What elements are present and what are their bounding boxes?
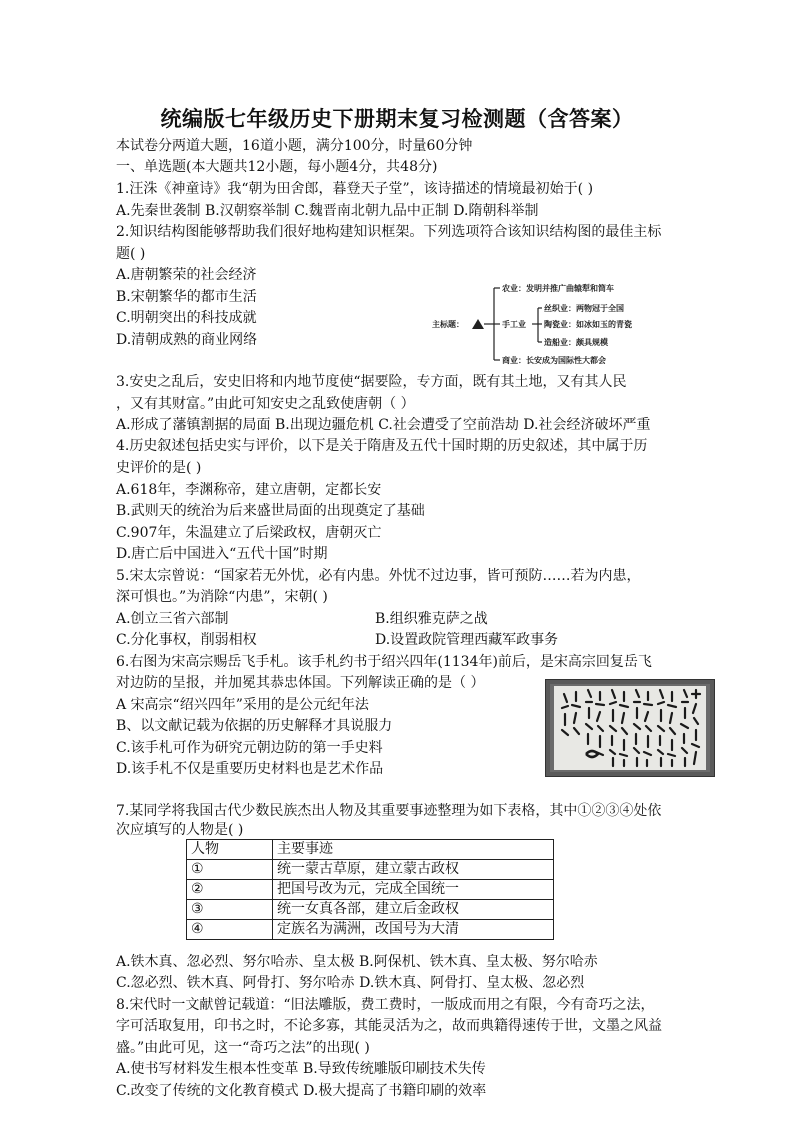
q8-options-ab: A.使书写材料发生根本性变革 B.导致传统雕版印刷技术失传 xyxy=(116,1061,486,1077)
q8-options-cd: C.改变了传统的文化教育模式 D.极大提高了书籍印刷的效率 xyxy=(116,1083,487,1099)
q5-option-c: C.分化事权，削弱相权 xyxy=(116,632,257,648)
q7-table xyxy=(186,839,554,940)
q3-stem-2: ，又有其财富。”由此可知安史之乱致使唐朝（ ） xyxy=(116,396,415,412)
q1-options: A.先秦世袭制 B.汉朝察举制 C.魏晋南北朝九品中正制 D.隋朝科举制 xyxy=(116,203,539,219)
q6-option-d: D.该手札不仅是重要历史材料也是艺术作品 xyxy=(116,761,384,777)
diagram-main-label: 主标题： xyxy=(432,320,464,329)
table-header-person: 人物 xyxy=(187,840,273,860)
diagram-silk: 丝织业：两物冠于全国 xyxy=(544,304,624,313)
q3-stem-1: 3.安史之乱后，安史旧将和内地节度使“据要险，专方面，既有其土地，又有其人民 xyxy=(116,374,627,390)
q3-options: A.形成了藩镇割据的局面 B.出现边疆危机 C.社会遭受了空前浩劫 D.社会经济破坏严重 xyxy=(116,417,651,433)
q5-option-a: A.创立三省六部制 xyxy=(116,611,229,627)
q5-stem-1: 5.宋太宗曾说：“国家若无外忧，必有内患。外忧不过边事，皆可预防……若为内患， xyxy=(116,568,641,584)
q8-stem-1: 8.宋代时一文献曾记载道：“旧法雕版，费工费时，一版成而用之有限，今有奇巧之法， xyxy=(116,997,655,1013)
q5-stem-2: 深可惧也。”为消除“内患”，宋朝( ) xyxy=(116,589,328,605)
table-row xyxy=(187,900,554,920)
table-cell-marker: ④ xyxy=(187,920,273,940)
diagram-handicraft: 手工业 xyxy=(502,320,526,329)
table-cell-deed: 把国号改为元，完成全国统一 xyxy=(273,880,554,900)
q7-stem-1: 7.某同学将我国古代少数民族杰出人物及其重要事迹整理为如下表格，其中①②③④处依 xyxy=(116,803,662,819)
q4-option-d: D.唐亡后中国进入“五代十国”时期 xyxy=(116,546,328,562)
q8-stem-3: 盛。”由此可见，这一“奇巧之法”的出现( ) xyxy=(116,1040,370,1056)
q4-stem-2: 史评价的是( ) xyxy=(116,460,202,476)
triangle-icon xyxy=(472,319,484,329)
q6-option-c: C.该手札可作为研究元朝边防的第一手史料 xyxy=(116,740,383,756)
q6-stem-1: 6.右图为宋高宗赐岳飞手札。该手札约书于绍兴四年(1134年)前后，是宋高宗回复岳飞 xyxy=(116,654,652,670)
diagram-agriculture: 农业：发明并推广曲辕犁和筒车 xyxy=(502,284,614,293)
q6-stem-2: 对边防的呈报，并加冕其恭忠体国。下列解读正确的是（ ） xyxy=(116,675,485,691)
q2-option-b: B.宋朝繁华的都市生活 xyxy=(116,289,257,305)
q7-stem-2: 次应填写的人物是( ) xyxy=(116,822,244,838)
diagram-commerce: 商业：长安成为国际性大都会 xyxy=(502,356,606,365)
table-row xyxy=(187,860,554,880)
q6-option-b: B、以文献记载为依据的历史解释才具说服力 xyxy=(116,718,393,734)
section-heading: 一、单选题(本大题共12小题，每小题4分，共48分) xyxy=(116,159,438,175)
calligraphy-strokes xyxy=(546,680,714,776)
q1-stem: 1.汪洙《神童诗》我“朝为田舍郎，暮登天子堂”，该诗描述的情境最初始于( ) xyxy=(116,181,594,197)
calligraphy-letter-image xyxy=(545,679,715,777)
table-cell-marker: ③ xyxy=(187,900,273,920)
q4-stem-1: 4.历史叙述包括史实与评价，以下是关于隋唐及五代十国时期的历史叙述，其中属于历 xyxy=(116,438,648,454)
table-header-deeds: 主要事迹 xyxy=(273,840,554,860)
table-row xyxy=(187,880,554,900)
q4-option-b: B.武则天的统治为后来盛世局面的出现奠定了基础 xyxy=(116,503,425,519)
page-title: 统编版七年级历史下册期末复习检测题（含答案） xyxy=(160,106,634,131)
q4-option-a: A.618年，李渊称帝，建立唐朝，定都长安 xyxy=(116,482,382,498)
q2-stem-1: 2.知识结构图能够帮助我们很好地构建知识框架。下列选项符合该知识结构图的最佳主标 xyxy=(116,224,662,240)
q4-option-c: C.907年，朱温建立了后梁政权，唐朝灭亡 xyxy=(116,525,382,541)
diagram-ceramics: 陶瓷业：如冰如玉的青瓷 xyxy=(544,320,632,329)
table-row xyxy=(187,920,554,940)
q2-option-c: C.明朝突出的科技成就 xyxy=(116,310,257,326)
exam-intro: 本试卷分两道大题，16道小题，满分100分，时量60分钟 xyxy=(116,138,473,154)
q8-stem-2: 字可活取复用，印书之时，不论多寡，其能灵活为之，故而典籍得速传于世，文墨之风益 xyxy=(116,1018,662,1034)
table-cell-marker: ① xyxy=(187,860,273,880)
diagram-svg xyxy=(432,280,652,370)
q6-option-a: A 宋高宗“绍兴四年”采用的是公元纪年法 xyxy=(116,697,369,713)
q5-option-d: D.设置政院管理西藏军政事务 xyxy=(375,632,559,648)
table-header-row xyxy=(187,840,554,860)
q2-option-a: A.唐朝繁荣的社会经济 xyxy=(116,267,257,283)
diagram-shipbuilding: 造船业：颇具规模 xyxy=(544,338,608,347)
q5-option-b: B.组织雅克萨之战 xyxy=(375,611,488,627)
table-cell-marker: ② xyxy=(187,880,273,900)
knowledge-structure-diagram xyxy=(432,280,652,370)
q2-option-d: D.清朝成熟的商业网络 xyxy=(116,332,258,348)
table-cell-deed: 定族名为满洲，改国号为大清 xyxy=(273,920,554,940)
q7-options-ab: A.铁木真、忽必烈、努尔哈赤、皇太极 B.阿保机、铁木真、皇太极、努尔哈赤 xyxy=(116,954,598,970)
q2-stem-2: 题( ) xyxy=(116,246,146,262)
q7-options-cd: C.忽必烈、铁木真、阿骨打、努尔哈赤 D.铁木真、阿骨打、皇太极、忽必烈 xyxy=(116,975,585,991)
table-cell-deed: 统一女真各部，建立后金政权 xyxy=(273,900,554,920)
table-cell-deed: 统一蒙古草原，建立蒙古政权 xyxy=(273,860,554,880)
